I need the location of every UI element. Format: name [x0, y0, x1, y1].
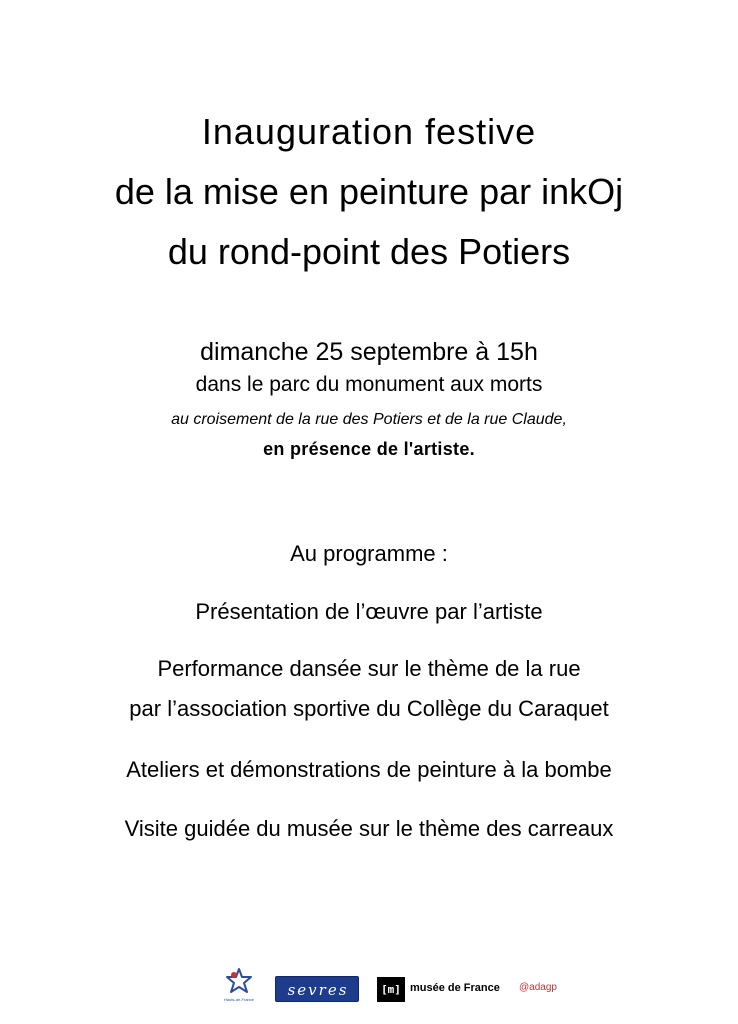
program-item: Visite guidée du musée sur le thème des carreaux [124, 816, 614, 841]
event-presence: en présence de l'artiste. [263, 439, 475, 459]
hauts-de-france-label: Hauts-de-France [223, 997, 255, 1002]
adagp-label: adagp [529, 982, 557, 993]
hauts-de-france-logo [222, 966, 256, 1006]
title-line-2: de la mise en peinture par inkOj [114, 171, 624, 212]
sevres-logo [275, 976, 359, 1002]
title-line-3: du rond-point des Potiers [167, 231, 571, 272]
musee-de-france-icon: [m] [377, 977, 405, 1002]
program-item: Ateliers et démonstrations de peinture à la bombe [126, 757, 612, 782]
hauts-de-france-icon [222, 966, 256, 1006]
event-crossing: au croisement de la rue des Potiers et de la rue Claude, [171, 411, 567, 428]
event-place: dans le parc du monument aux morts [195, 373, 543, 396]
musee-de-france-label: musée de France [410, 982, 500, 994]
program-item: Présentation de l’œuvre par l’artiste [195, 599, 543, 624]
event-date: dimanche 25 septembre à 15h [200, 338, 538, 366]
title-line-1: Inauguration festive [201, 111, 537, 152]
program-item: Performance dansée sur le thème de la rue [157, 656, 581, 681]
sevres-logo-text: sevres [287, 981, 349, 999]
program-title: Au programme : [290, 541, 448, 566]
adagp-at-icon: @ [519, 982, 530, 993]
program-item: par l’association sportive du Collège du Caraquet [129, 696, 609, 721]
adagp-logo [519, 981, 557, 995]
